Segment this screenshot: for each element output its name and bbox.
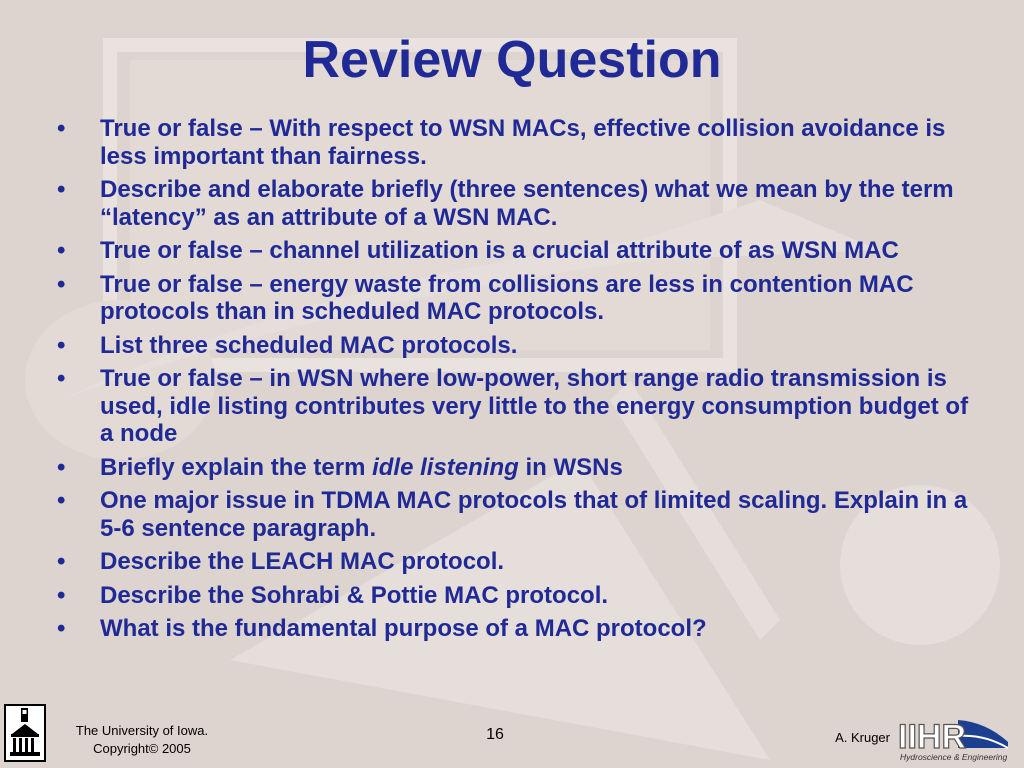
bullet-item <box>57 582 977 610</box>
bullet-text: True or false – in WSN where low-power, short range radio transmission is used, idle listing contributes very little to the energy consumption budget of a node <box>100 365 969 447</box>
bullet-icon: • <box>57 487 66 514</box>
bullet-item <box>57 176 977 231</box>
bullet-text: What is the fundamental purpose of a MAC protocol? <box>100 615 707 642</box>
bullet-icon: • <box>57 365 66 392</box>
bullet-emphasis: idle listening <box>372 453 519 481</box>
bullet-list <box>57 115 977 649</box>
bullet-item <box>57 115 977 170</box>
bullet-icon: • <box>57 615 66 642</box>
author-name: A. Kruger <box>835 730 890 745</box>
bullet-icon: • <box>57 176 66 203</box>
bullet-item <box>57 487 977 542</box>
bullet-icon: • <box>57 453 66 481</box>
page-number: 16 <box>486 726 504 743</box>
bullet-item <box>57 365 977 448</box>
slide-title: Review Question <box>302 31 722 89</box>
iihr-logo-icon <box>896 712 1016 764</box>
bullet-icon: • <box>57 331 66 359</box>
bullet-item <box>57 271 977 326</box>
iihr-logo-letters: IIHR <box>898 718 966 756</box>
bullet-text: List three scheduled MAC protocols. <box>100 331 518 359</box>
bullet-text-before: Briefly explain the term <box>100 453 373 481</box>
bullet-icon: • <box>57 115 66 142</box>
bullet-text <box>100 454 623 481</box>
bullet-text-after: in WSNs <box>518 453 623 481</box>
bullet-item <box>57 237 977 265</box>
bullet-item <box>57 615 977 643</box>
bullet-text: True or false – With respect to WSN MACs, effective collision avoidance is less important than fairness. <box>100 115 946 170</box>
bullet-icon: • <box>57 270 66 298</box>
bullet-item <box>57 332 977 360</box>
institution-name: The University of Iowa. <box>75 723 209 738</box>
bullet-text: Describe the Sohrabi & Pottie MAC protocol. <box>100 581 609 609</box>
bullet-item <box>57 548 977 576</box>
copyright-text: Copyright© 2005 <box>93 741 191 756</box>
bullet-text: True or false – energy waste from collisions are less in contention MAC protocols than in scheduled MAC protocols. <box>100 270 914 325</box>
iihr-logo-subtext: Hydroscience & Engineering <box>900 752 1008 762</box>
bullet-item <box>57 454 977 482</box>
bullet-text: Describe and elaborate briefly (three sentences) what we mean by the term “latency” as an attribute of a WSN MAC. <box>100 176 954 231</box>
bullet-text: True or false – channel utilization is a crucial attribute of as WSN MAC <box>100 237 899 264</box>
bullet-icon: • <box>57 581 66 609</box>
bullet-icon: • <box>57 548 66 575</box>
bullet-text: One major issue in TDMA MAC protocols that of limited scaling. Explain in a 5-6 sentence paragraph. <box>100 487 968 542</box>
university-building-icon <box>4 704 46 762</box>
institution-footer <box>52 722 232 758</box>
bullet-icon: • <box>57 237 66 264</box>
bullet-text: Describe the LEACH MAC protocol. <box>100 548 505 575</box>
